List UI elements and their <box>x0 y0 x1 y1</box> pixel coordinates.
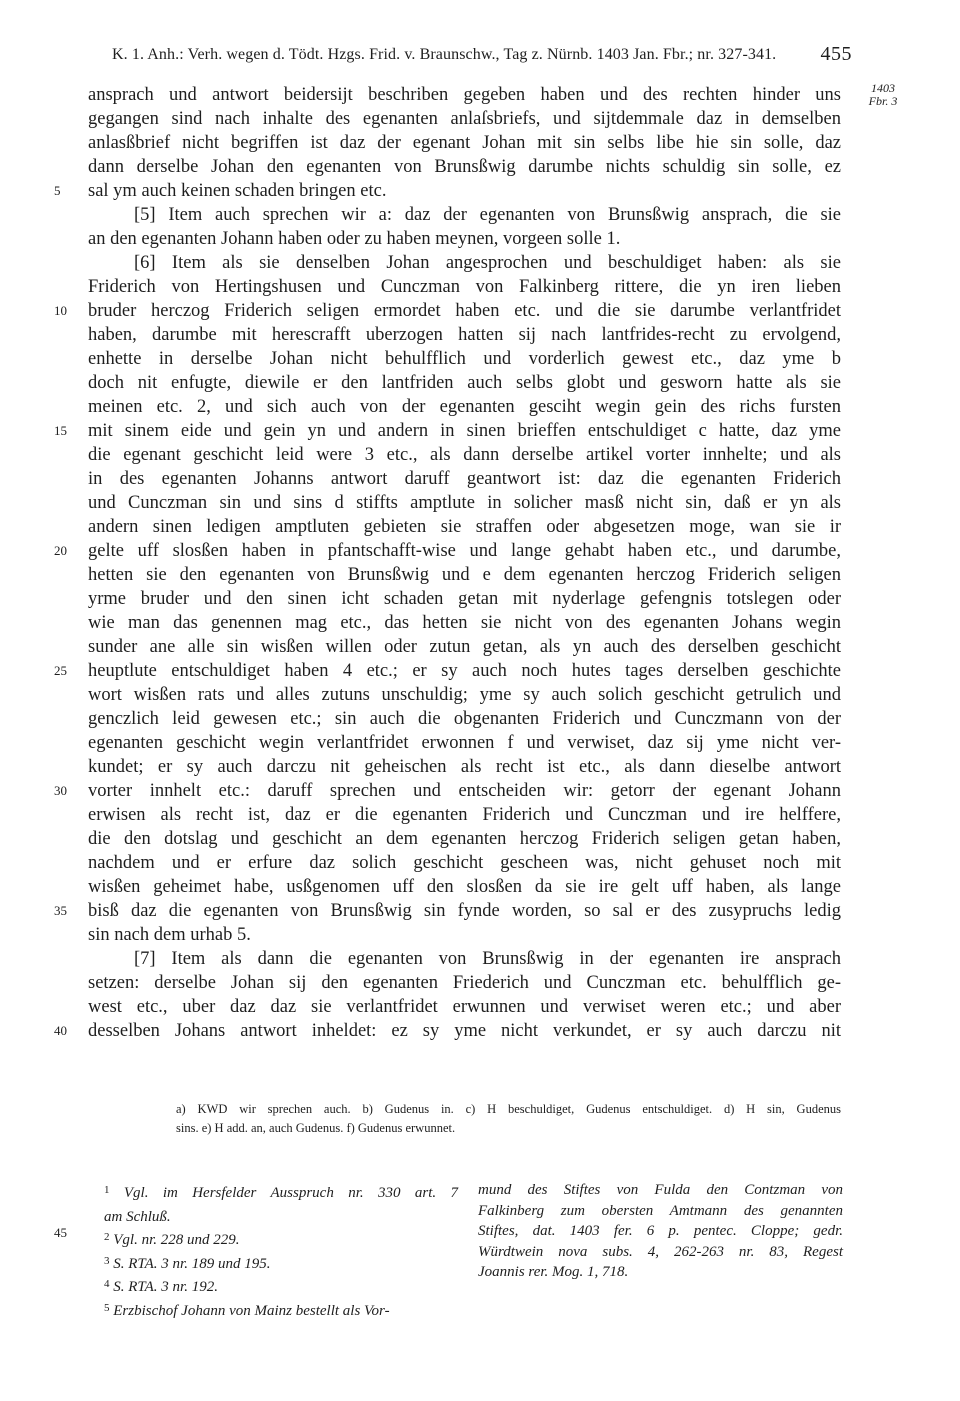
footnote-line: Würdtwein nova subs. 4, 262-263 nr. 83, Regest <box>478 1243 843 1260</box>
line-text: egenanten geschicht wegin verlantfridet erwonnen f und verwiset, daz sij yme nicht ver- <box>88 733 841 753</box>
footnote-line-number: 45 <box>54 1225 67 1240</box>
line-text: bisß daz die egenanten von Brunsßwig sin fynde worden, so sal er des zusypruchs ledig <box>88 901 841 921</box>
line-number: 40 <box>54 1023 67 1038</box>
footnote-line: mund des Stiftes von Fulda den Contzman von <box>478 1182 843 1198</box>
line-text: wie man das genennen mag etc., das hetten sie nicht von des egenanten Johans wegin <box>88 613 841 633</box>
footnote-text: S. RTA. 3 nr. 189 und 195. <box>113 1255 271 1272</box>
main-text <box>0 83 960 1043</box>
line-text: bruder herczog Friderich seligen ermordet haben etc. und die sie darumbe verlantfridet <box>88 301 841 321</box>
text-line <box>0 443 960 467</box>
text-line <box>0 779 960 803</box>
margin-year: 1403 <box>871 81 895 95</box>
line-text: Friderich von Hertingshusen und Cunczman von Falkinberg rittere, die yn iren lieben <box>88 277 841 297</box>
text-line <box>0 827 960 851</box>
footnote-line <box>88 1180 458 1204</box>
text-line <box>0 347 960 371</box>
line-text: heuptlute entschuldiget haben 4 etc.; er sy auch noch hutes tages derselben geschichte <box>88 661 841 681</box>
text-line <box>0 179 960 203</box>
text-line <box>0 971 960 995</box>
text-line <box>0 731 960 755</box>
text-line <box>0 227 960 251</box>
footnote-number: 3 <box>104 1254 110 1267</box>
text-line <box>0 251 960 275</box>
line-text: sal ym auch keinen schaden bringen etc. <box>88 181 387 201</box>
line-text: gelte uff slosßen haben in pfantschafft-wise und lange gehabt haben etc., und darumbe, <box>88 541 841 561</box>
line-text: wisßen geheimet habe, usßgenomen uff den slosßen da sie ire gelt uff haben, als lange <box>88 877 841 897</box>
line-text: yrme bruder und den sinen icht schaden getan mit nyderlage gefengnis totslegen oder <box>88 589 841 609</box>
apparatus-line: sins. e) H add. an, auch Gudenus. f) Gudenus erwunnet. <box>176 1121 456 1135</box>
text-line <box>0 707 960 731</box>
footnote-line <box>88 1298 458 1322</box>
footnote-line: Joannis rer. Mog. 1, 718. <box>478 1264 629 1280</box>
text-line <box>0 83 960 107</box>
apparatus-line: a) KWD wir sprechen auch. b) Gudenus in. c) H beschuldiget, Gudenus entschuldiget. d) H sin, Gudenus <box>176 1102 841 1116</box>
text-line <box>0 803 960 827</box>
line-text: sunder ane alle sin wisßen willen oder zutun getan, als yn auch des derselben geschicht <box>88 637 841 657</box>
page-number: 455 <box>820 43 852 65</box>
footnote-number: 2 <box>104 1231 110 1243</box>
running-header <box>112 43 852 65</box>
line-text: kundet; er sy auch darczu nit geheischen als recht ist etc., als dann dieselbe antwort <box>88 757 841 777</box>
footnote-line <box>88 1227 458 1251</box>
line-text: mit sinem eide und gein yn und andern in sinen brieffen entschuldiget c hatte, daz yme <box>88 421 841 441</box>
line-text: wort wisßen rats und alles zutuns unschuldig; yme sy auch solich geschicht getrulich und <box>88 685 841 705</box>
footnotes-left-column <box>88 1180 458 1321</box>
footnote-line <box>88 1274 458 1298</box>
footnote-text: S. RTA. 3 nr. 192. <box>113 1279 218 1295</box>
line-text: dann derselbe Johan den egenanten von Brunsßwig darumbe nichts schuldig sin solle, ez <box>88 157 841 177</box>
text-line <box>0 131 960 155</box>
line-text: west etc., uber daz daz sie verlantfridet erwunnen und verwiset weren etc.; und aber <box>88 997 841 1017</box>
line-text: desselben Johans antwort inheldet: ez sy yme nicht verkundet, er sy auch darczu nit <box>88 1021 841 1041</box>
text-line <box>0 515 960 539</box>
text-line <box>0 995 960 1019</box>
line-text: enhette in derselbe Johan nicht behulfflich und vorderlich gewest etc., daz yme b <box>88 349 841 369</box>
text-line <box>0 659 960 683</box>
line-text: vorter innhelt etc.: daruff sprechen und entscheiden wir: getorr der egenant Johann <box>88 781 841 801</box>
text-line <box>0 587 960 611</box>
text-line <box>0 875 960 899</box>
line-text: [6] Item als sie denselben Johan angesprochen und beschuldiget haben: als sie <box>134 253 841 273</box>
footnote-text: am Schluß. <box>104 1208 171 1225</box>
footnote-line <box>88 1204 458 1228</box>
text-line <box>0 467 960 491</box>
footnote-text: Vgl. im Hersfelder Ausspruch nr. 330 art. 7 <box>123 1185 459 1201</box>
text-line <box>0 539 960 563</box>
line-text: hetten sie den egenanten von Brunsßwig und e dem egenanten herczog Friderich seligen <box>88 565 841 585</box>
line-text: [5] Item auch sprechen wir a: daz der egenanten von Brunsßwig ansprach, die sie <box>134 205 841 225</box>
text-line <box>0 371 960 395</box>
footnote-number: 5 <box>104 1301 110 1314</box>
footnote-number: 1 <box>104 1184 110 1196</box>
line-number: 35 <box>54 903 67 918</box>
footnote-line <box>88 1251 458 1275</box>
line-text: in des egenanten Johanns antwort daruff geantwort ist: daz die egenanten Friderich <box>88 469 841 489</box>
text-line <box>0 947 960 971</box>
line-text: die egenant geschicht leid were 3 etc., als dann derselbe artikel vorter innhelte; und als <box>88 445 841 465</box>
line-number: 10 <box>54 303 67 318</box>
text-line <box>0 923 960 947</box>
line-text: sin nach dem urhab 5. <box>88 925 251 945</box>
text-line <box>0 1019 960 1043</box>
line-number: 25 <box>54 663 67 678</box>
margin-date: Fbr. 3 <box>868 94 898 108</box>
line-text: andern sinen ledigen amptluten gebieten sie straffen oder abgesetzen moge, wan sie ir <box>88 517 841 537</box>
line-text: ansprach und antwort beidersijt beschriben gegeben haben und des rechten hinder uns <box>88 85 841 105</box>
line-text: setzen: derselbe Johan sij den egenanten Friederich und Cunczman etc. behulfflich ge- <box>88 973 841 993</box>
line-text: haben, darumbe mit herescrafft uberzogen hatten sij nach lantfrides-recht zu ervolgend, <box>88 325 841 345</box>
text-line <box>0 155 960 179</box>
line-text: anlasßbrief nicht begriffen ist daz der egenant Johan mit sin selbs libe hie sin solle, daz <box>88 133 841 153</box>
running-title: K. 1. Anh.: Verh. wegen d. Tödt. Hzgs. Frid. v. Braunschw., Tag z. Nürnb. 1403 Jan. Fbr.; nr. 327-341. <box>112 46 777 63</box>
text-line <box>0 203 960 227</box>
text-line <box>0 851 960 875</box>
line-text: gegangen sind nach inhalte des egenanten anlaſsbriefs, und sijtdemmale daz in demselben <box>88 109 841 129</box>
line-number: 30 <box>54 783 67 798</box>
footnote-line: Stiftes, dat. 1403 fer. 6 p. pentec. Cloppe; gedr. <box>478 1223 843 1239</box>
text-line <box>0 899 960 923</box>
line-text: doch nit enfugte, diewile er den lantfriden auch selbs globt und gesworn hatte als sie <box>88 373 841 393</box>
text-line <box>0 395 960 419</box>
text-line <box>0 563 960 587</box>
footnote-line: Falkinberg zum obersten Amtmann des genannten <box>478 1202 843 1219</box>
footnote-number: 4 <box>104 1278 110 1290</box>
line-number: 20 <box>54 543 67 558</box>
line-text: nachdem und er erfure daz solich geschicht gescheen was, nicht gehuset noch mit <box>88 853 841 873</box>
line-text: meinen etc. 2, und sich auch von der egenanten gesciht wegin gein des richs fursten <box>88 397 841 417</box>
line-text: an den egenanten Johann haben oder zu haben meynen, vorgeen solle 1. <box>88 229 621 249</box>
text-line <box>0 755 960 779</box>
line-text: erwisen als recht ist, daz er die egenanten Friderich und Cunczman und ire helffere, <box>88 805 841 825</box>
text-line <box>0 275 960 299</box>
critical-apparatus <box>176 1100 841 1138</box>
footnotes-right-column <box>478 1180 843 1283</box>
text-line <box>0 419 960 443</box>
text-line <box>0 635 960 659</box>
text-line <box>0 107 960 131</box>
line-number: 15 <box>54 423 67 438</box>
text-line <box>0 491 960 515</box>
line-text: [7] Item als dann die egenanten von Brunsßwig in der egenanten ire ansprach <box>134 949 841 969</box>
line-number: 5 <box>54 183 61 198</box>
line-text: und Cunczman sin und sins d stiffts amptlute in solicher masß nicht sin, daß er yn als <box>88 493 841 513</box>
text-line <box>0 683 960 707</box>
text-line <box>0 611 960 635</box>
footnote-text: Erzbischof Johann von Mainz bestellt als Vor- <box>113 1302 390 1319</box>
text-line <box>0 299 960 323</box>
line-text: die den dotslag und geschicht an dem egenanten herczog Friderich seligen getan haben, <box>88 829 841 849</box>
line-text: genczlich leid gewesen etc.; sin auch die obgenanten Friderich und Cunczmann von der <box>88 709 841 729</box>
footnote-text: Vgl. nr. 228 und 229. <box>113 1232 240 1248</box>
text-line <box>0 323 960 347</box>
